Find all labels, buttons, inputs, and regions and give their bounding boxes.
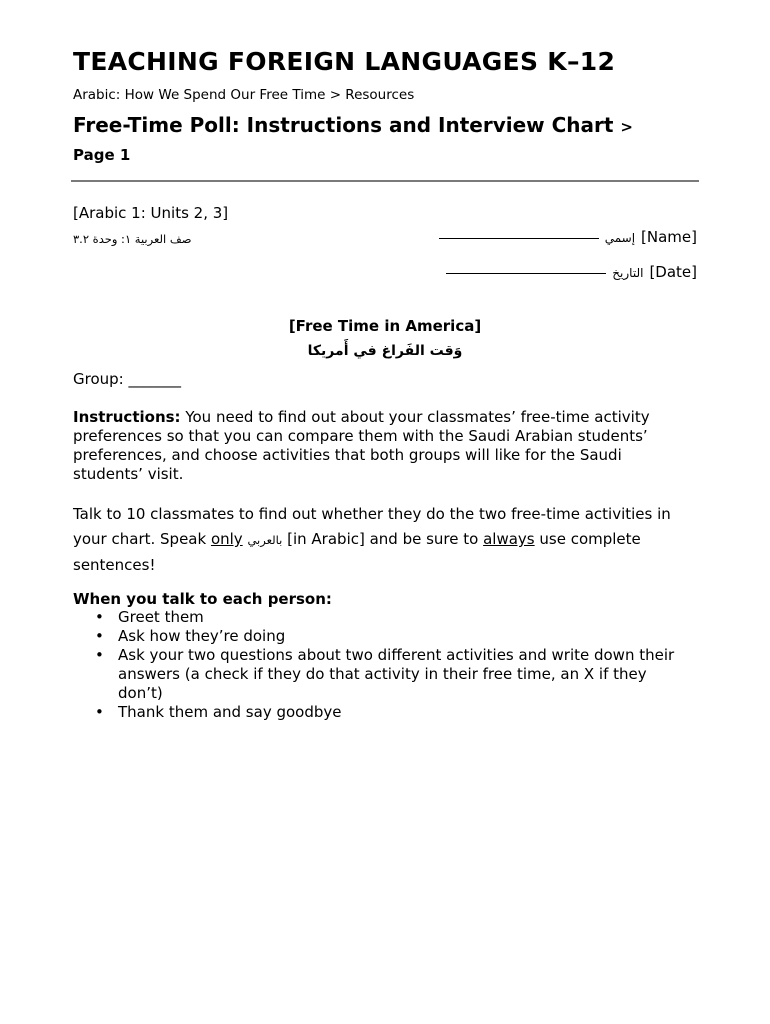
name-label: [Name] [641, 228, 697, 246]
step-text: Greet them [118, 608, 204, 626]
page-indicator: > Page 1 [73, 118, 633, 164]
document-title-text: Free-Time Poll: Instructions and Interview Chart [73, 113, 614, 137]
talk-text-part2: [in Arabic] and be sure to [282, 530, 484, 548]
talk-arabic-word: بالعربي [247, 533, 283, 547]
course-title: TEACHING FOREIGN LANGUAGES K–12 [73, 47, 616, 76]
bullet-icon: • [95, 608, 104, 626]
talk-always-emphasis: always [483, 530, 535, 548]
date-label: [Date] [649, 263, 697, 281]
units-label: [Arabic 1: Units 2, 3] [73, 204, 229, 222]
talk-text-part3: use complete sentences! [73, 530, 641, 574]
list-item [73, 627, 693, 646]
list-item [73, 608, 693, 627]
steps-list [73, 608, 693, 722]
document-title [73, 112, 633, 168]
section-title-arabic: وَقت الفَراغ في أَمريكا [307, 343, 463, 359]
date-blank-line [446, 273, 606, 274]
step-text: Ask your two questions about two different activities and write down their answers (a check if they do that activity in their free time, an X if they don’t) [118, 646, 675, 702]
talk-text-part1: Talk to 10 classmates to find out whether they do the two free-time activities in your chart. Speak [73, 505, 671, 548]
list-item [73, 703, 693, 722]
units-label-arabic: صف العربية ١: وحدة ٣.٢ [73, 232, 192, 246]
bullet-icon: • [95, 627, 104, 645]
name-field-row [439, 228, 697, 246]
section-title: [Free Time in America] [288, 317, 482, 335]
list-item [73, 646, 693, 703]
date-field-row [446, 263, 697, 281]
instructions-text: You need to find out about your classmates’ free-time activity preferences so that you can compare them with the Saudi Arabian students’ preferences, and choose activities that both groups will like for the Saudi students’ visit. [73, 408, 650, 483]
bullet-icon: • [95, 646, 104, 664]
talk-only-emphasis: only [210, 530, 243, 548]
header-divider [71, 180, 699, 182]
instructions-paragraph [73, 408, 693, 484]
step-text: Thank them and say goodbye [118, 703, 342, 721]
step-text: Ask how they’re doing [118, 627, 286, 645]
when-heading: When you talk to each person: [73, 590, 332, 608]
talk-paragraph [73, 502, 693, 578]
breadcrumb: Arabic: How We Spend Our Free Time > Resources [73, 87, 415, 103]
instructions-label: Instructions: [73, 408, 181, 426]
date-label-arabic: التاريخ [612, 266, 644, 280]
bullet-icon: • [95, 703, 104, 721]
name-blank-line [439, 238, 599, 239]
name-label-arabic: إسمي [604, 231, 636, 245]
group-label: Group: _______ [73, 370, 181, 388]
